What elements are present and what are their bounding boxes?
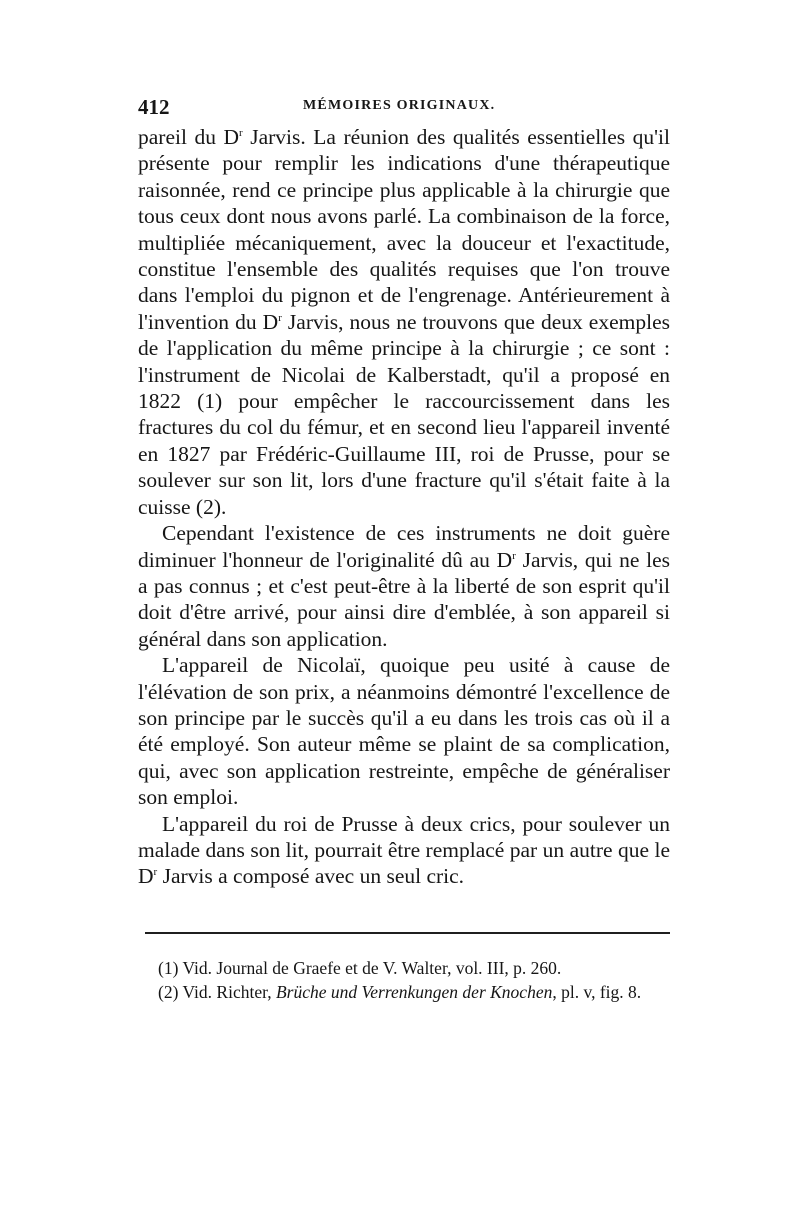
paragraph: L'appareil de Nicolaï, quoique peu usité à cause de l'élévation de son prix, a néanmoins démontré l'excellence de son principe par le succès qu'il a eu dans les trois cas où il a été employé. Son auteur même se plaint de sa complication, qui, avec son application restreinte, empêche de généraliser son emploi. [138,653,670,810]
superscript: r [278,311,282,324]
italic-title: Brüche und Verrenkungen der Knochen [275,982,553,1002]
running-title: MÉMOIRES ORIGINAUX. [303,98,496,113]
footnote: (2) Vid. Richter, Brüche und Verrenkungen der Knochen, pl. v, fig. 8. [158,982,642,1002]
page-header [138,95,670,125]
paragraph: Cependant l'existence de ces instruments ne doit guère diminuer l'honneur de l'originalité dû au $D^r$ Jarvis, qui ne les a pas connus ; et c'est peut-être à la liberté de son esprit qu'il doit d'être arrivé, pour ainsi dire d'emblée, à son appareil si général dans son application. [138,521,670,651]
superscript: r [512,549,516,562]
footnotes [138,956,670,1004]
superscript: r [153,866,158,879]
body-text [138,124,670,890]
paragraph: L'appareil du roi de Prusse à deux crics, pour soulever un malade dans son lit, pourrait être remplacé par un autre que le $D^r$ Jarvis a composé avec un seul cric. [138,811,670,889]
paragraph: pareil du $D^r$ Jarvis. La réunion des qualités essentielles qu'il présente pour remplir les indications d'une thérapeutique raisonnée, rend ce principe plus applicable à la chirurgie que tous ceux dont nous avons parlé. La combinaison de la force, multipliée mécaniquement, avec la douceur et l'exactitude, constitue l'ensemble des qualités requises que l'on trouve dans l'emploi du pignon et de l'engrenage. Antérieurement à l'invention du $D^r$ Jarvis, nous ne trouvons que deux exemples de l'application du même principe à la chirurgie ; ce sont : l'instrument de Nicolai de Kalberstadt, qu'il a proposé en 1822 (1) pour empêcher le raccourcissement dans les fractures du col du fémur, et en second lieu l'appareil inventé en 1827 par Frédéric-Guillaume III, roi de Prusse, pour se soulever sur son lit, lors d'une fracture qu'il s'était faite à la cuisse (2). [138,125,670,519]
page-number: 412 [138,95,170,119]
footnote-divider [145,932,670,934]
footnote: (1) Vid. Journal de Graefe et de V. Walter, vol. III, p. 260. [158,958,562,978]
superscript: r [239,127,243,139]
